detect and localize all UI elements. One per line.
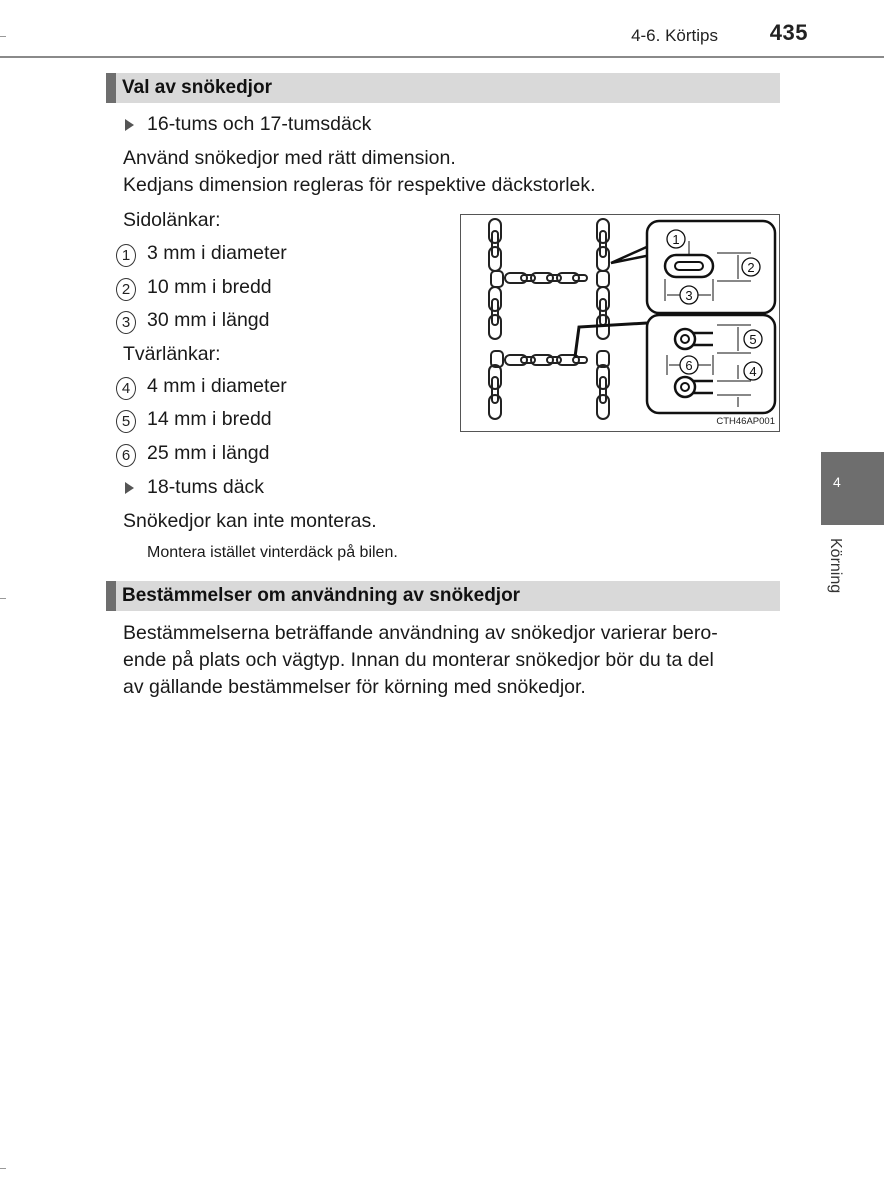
note-text: Montera istället vinterdäck på bilen. — [147, 544, 398, 561]
side-links-label: Sidolänkar: — [123, 209, 221, 231]
snow-chain-diagram — [460, 214, 780, 432]
paragraph-line: av gällande bestämmelser för körning med snökedjor. — [123, 676, 586, 698]
circled-number-icon: 4 — [116, 377, 136, 400]
callout-5: 5 — [749, 332, 757, 347]
triangle-bullet-icon — [125, 119, 134, 131]
page-number: 435 — [769, 20, 808, 45]
chapter-number: 4 — [833, 474, 841, 490]
paragraph-line: Bestämmelserna beträffande användning av snökedjor varierar bero- — [123, 622, 718, 644]
list-item: 3 mm i diameter — [147, 242, 287, 264]
chapter-label: Körning — [827, 538, 844, 594]
list-item: 4 mm i diameter — [147, 375, 287, 397]
callout-1: 1 — [672, 232, 680, 247]
paragraph-line: Snökedjor kan inte monteras. — [123, 510, 377, 532]
list-item: 14 mm i bredd — [147, 408, 272, 430]
subheading-18-inch: 18-tums däck — [147, 476, 265, 498]
paragraph-line: Använd snökedjor med rätt dimension. — [123, 147, 456, 169]
crop-mark — [0, 598, 6, 599]
list-item: 30 mm i längd — [147, 309, 270, 331]
section-heading-bar — [106, 581, 780, 611]
figure-code: CTH46AP001 — [716, 416, 775, 427]
paragraph-line: Kedjans dimension regleras för respektive däckstorlek. — [123, 174, 596, 196]
triangle-bullet-icon — [125, 482, 134, 494]
circled-number-icon: 1 — [116, 244, 136, 267]
circled-number-icon: 6 — [116, 444, 136, 467]
chapter-tab — [821, 452, 884, 525]
paragraph-line: ende på plats och vägtyp. Innan du monterar snökedjor bör du ta del — [123, 649, 714, 671]
crop-mark — [0, 1168, 6, 1169]
callout-4: 4 — [749, 364, 757, 379]
callout-2: 2 — [747, 260, 755, 275]
list-item: 25 mm i längd — [147, 442, 270, 464]
circled-number-icon: 3 — [116, 311, 136, 334]
chain-illustration — [461, 215, 779, 431]
section-heading: Bestämmelser om användning av snökedjor — [122, 585, 521, 606]
callout-3: 3 — [685, 288, 693, 303]
circled-number-icon: 2 — [116, 278, 136, 301]
section-heading-bar — [106, 73, 780, 103]
list-item: 10 mm i bredd — [147, 276, 272, 298]
section-heading: Val av snökedjor — [122, 77, 272, 98]
circled-number-icon: 5 — [116, 410, 136, 433]
section-reference: 4-6. Körtips — [631, 26, 718, 45]
crop-mark — [0, 36, 6, 37]
subheading-16-17-inch: 16-tums och 17-tumsdäck — [147, 113, 372, 135]
header-divider — [0, 56, 884, 58]
callout-6: 6 — [685, 358, 693, 373]
cross-links-label: Tvärlänkar: — [123, 343, 221, 365]
